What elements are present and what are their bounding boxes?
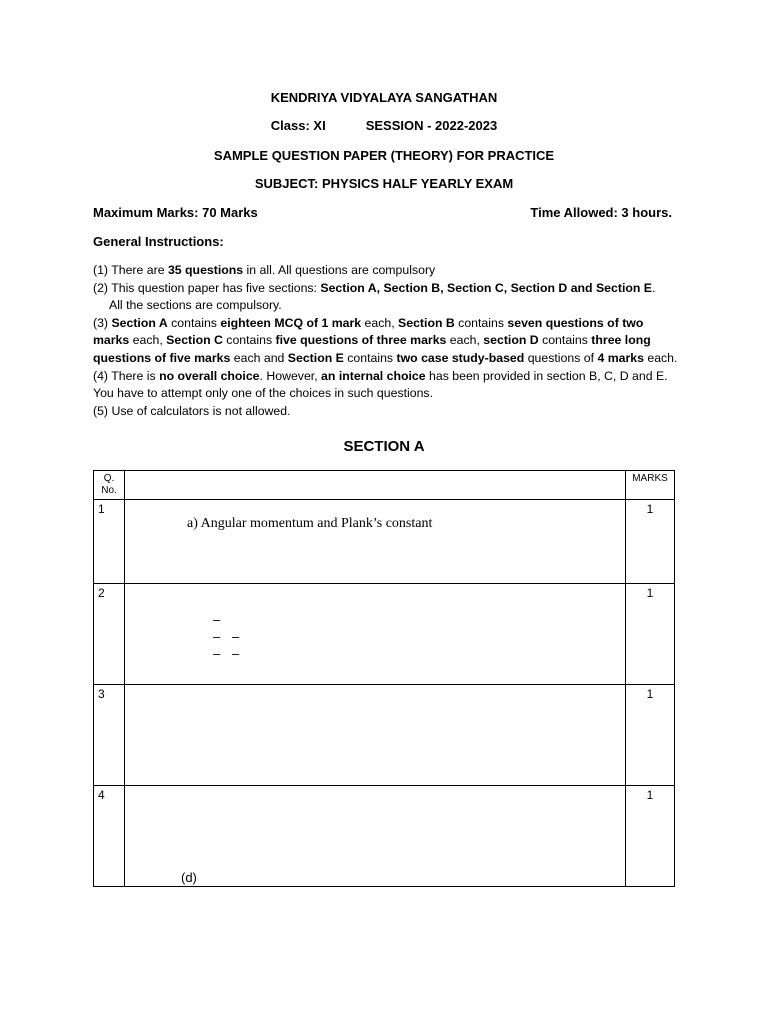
org-title: KENDRIYA VIDYALAYA SANGATHAN — [270, 90, 498, 105]
max-marks: Maximum Marks: 70 Marks — [93, 205, 258, 220]
instruction-5: (5) Use of calculators is not allowed. — [93, 403, 291, 418]
question-cell — [125, 500, 626, 584]
general-instructions-title: General Instructions: — [93, 234, 224, 249]
paper-title: SAMPLE QUESTION PAPER (THEORY) FOR PRACTICE — [213, 148, 555, 163]
option-d: (d) — [181, 870, 197, 885]
table-row — [94, 584, 675, 685]
table-row — [94, 500, 675, 584]
questions-table — [93, 470, 675, 887]
table-row — [94, 786, 675, 887]
dash-mark: – — [213, 646, 221, 661]
instruction-2: (2) This question paper has five sections: Section A, Section B, Section C, Section D and Section E. — [93, 280, 656, 295]
session-label: SESSION - 2022-2023 — [365, 118, 498, 133]
dash-mark: – — [213, 629, 221, 644]
instruction-1: (1) There are 35 questions in all. All questions are compulsory — [93, 263, 436, 277]
question-cell — [125, 786, 626, 887]
q-number: 3 — [94, 685, 125, 786]
class-label: Class: XI — [270, 118, 326, 133]
q-marks: 1 — [626, 500, 675, 584]
dash-mark: – — [232, 629, 240, 644]
question-cell — [125, 584, 626, 685]
question-cell — [125, 685, 626, 786]
col-marks-header: MARKS — [626, 471, 675, 500]
section-a-title: SECTION A — [343, 438, 425, 455]
class-session-line — [0, 118, 768, 133]
q-number: 4 — [94, 786, 125, 887]
q-number: 1 — [94, 500, 125, 584]
instruction-3: (3) Section A contains eighteen MCQ of 1 mark each, Section B contains seven questions of two marks each, Section C contains five questions of three marks each, section D contains three long questions of five marks each and Section E contains two case study-based questions of 4 marks each. — [93, 315, 678, 365]
instruction-4: (4) There is no overall choice. However, an internal choice has been provided in section B, C, D and E. You have to attempt only one of the choices in such questions. — [93, 368, 668, 401]
q-marks: 1 — [626, 685, 675, 786]
dash-mark: – — [213, 612, 221, 627]
col-qno-header: Q. No. — [94, 471, 125, 500]
option-a: a) Angular momentum and Plank’s constant — [187, 516, 433, 531]
q-marks: 1 — [626, 786, 675, 887]
q-marks: 1 — [626, 584, 675, 685]
q-number: 2 — [94, 584, 125, 685]
subject-title: SUBJECT: PHYSICS HALF YEARLY EXAM — [254, 176, 514, 191]
col-question-header — [125, 471, 626, 500]
table-row — [94, 685, 675, 786]
table-header-row — [94, 471, 675, 500]
instruction-2-cont: All the sections are compulsory. — [109, 298, 282, 313]
time-allowed: Time Allowed: 3 hours. — [530, 205, 672, 220]
dash-mark: – — [232, 646, 240, 661]
instructions-block — [93, 262, 683, 420]
